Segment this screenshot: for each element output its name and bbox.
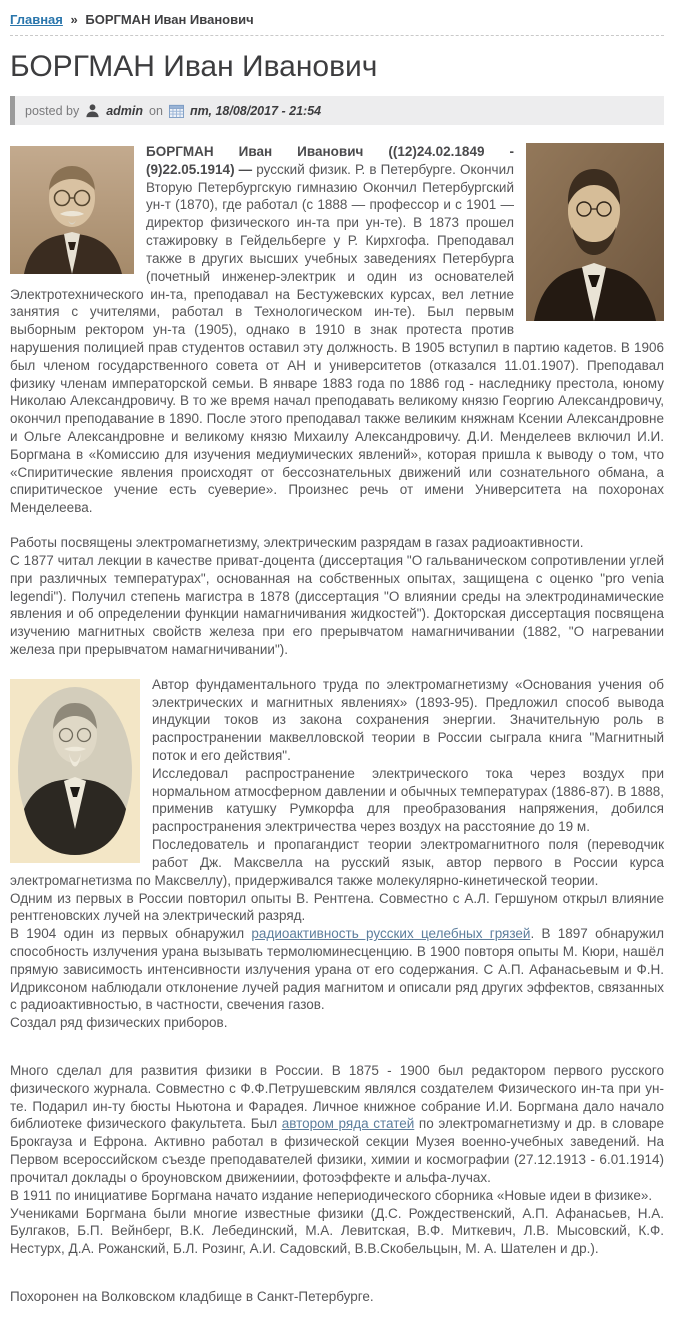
text-run: . В 1897 обнаружил способность излучения урана вызывать термолюминесценцию. В 1900 повторя опыты М. Кюри, нашёл прямую зависимость интенсивности излучения урана от его содержания. С А.П. Афанасьевым и Ф.Н. Идриксоном наблюдали отклонение лучей радия магнитом и описали ряд других эффектов, связанных с радиоактивностью, в частности, свечения газов.	[10, 926, 665, 1013]
text-run: В 1904 один из первых обнаружил	[10, 926, 252, 942]
text-run: Похоронен на Волковском кладбище в Санкт-Петербурге.	[10, 1288, 374, 1304]
post-date: пт, 18/08/2017 - 21:54	[189, 103, 322, 118]
breadcrumb-home-link[interactable]: Главная	[10, 12, 63, 27]
text-run: Много сделал для развития физики в России. В 1875 - 1900 был редактором первого русского физического журнала. Совместно с Ф.Ф.Петрушевским являлся создателем Физического ин-та при ун-те. Подарил ин-ту бюсты Ньютона и Фарадея. Личное книжное собрание И.И. Боргмана дало начало библиотеке физического факультета. Был	[10, 1063, 664, 1132]
bold-text: БОРГМАН Иван Иванович ((12)24.02.1849 - (9)22.05.1914) —	[146, 144, 514, 177]
text-run: Учениками Боргмана были многие известные физики (Д.С. Рождественский, А.П. Афанасьев, Н.А. Булгаков, Б.П. Вейнберг, В.К. Лебединский, М.А. Левитская, В.Ф. Миткевич, Л.В. Мысовский, К.Ф. Нестурх, Д.А. Рожанский, Б.Л. Розинг, А.И. Садовский, В.В.Скобельцын, М. А. Шателен и др.).	[10, 1205, 664, 1257]
on-label: on	[149, 103, 163, 118]
page-title: БОРГМАН Иван Иванович	[10, 50, 378, 83]
byline	[10, 96, 664, 125]
article-paragraph	[10, 534, 664, 659]
paragraph-text	[10, 1063, 664, 1256]
text-run: Работы посвящены электромагнетизму, электрическим разрядам в газах радиоактивности.	[10, 535, 584, 551]
article-paragraph	[10, 1288, 664, 1306]
text-run: В 1911 по инициативе Боргмана начато издание непериодического сборника «Новые идеи в физике».	[10, 1187, 653, 1203]
link-radioactive-healing-mud[interactable]: радиоактивность русских целебных грязей	[251, 926, 531, 942]
portrait-borgman-oval	[10, 679, 140, 863]
posted-by-label: posted by	[25, 103, 80, 118]
breadcrumb-current: БОРГМАН Иван Иванович	[85, 12, 254, 27]
text-run: Автор фундаментального труда по электромагнетизму «Основания учения об электрических и магнитных явлениях» (1893-95). Предложил способ вывода индукции токов из закона сохранения энергии. Значительную роль в распространении маквелловской теории в России сыграла книга "Магнитный поток и его действия".	[152, 676, 664, 763]
user-icon	[85, 103, 100, 118]
paragraph-text	[10, 1289, 374, 1304]
breadcrumb-separator: »	[70, 12, 78, 27]
article-body	[10, 143, 664, 1306]
dashed-divider	[10, 35, 664, 36]
text-run: Последователь и пропагандист теории электромагнитного поля (переводчик работ Дж. Максвелла на русский язык, автор первого в России курса электромагнетизма по Максвеллу), придерживался также молекулярно-кинетической теории.	[10, 837, 664, 888]
text-run: Одним из первых в России повторил опыты В. Рентгена. Совместно с А.Л. Гершуном открыл влияние рентгеновских лучей на электрический разряд.	[10, 890, 664, 924]
author-name: admin	[106, 103, 144, 118]
text-run: Исследовал распространение электрического тока через воздух при нормальном атмосферном давлении и обычных температурах (1886-87). В 1888, применив катушку Румкорфа для преобразования напряжения, добился распространения электричества через воздух на расстояние до 19 м.	[152, 765, 664, 835]
article-paragraph	[10, 1062, 664, 1258]
paragraph-text	[10, 535, 664, 657]
portrait-borgman-young-sepia	[526, 143, 664, 321]
text-run: по электромагнетизму и др. в словаре Брокгауза и Ефрона. Активно работал в физической секции Музея военно-учебных заведений. На Первом всероссийском съезде преподавателей физики, химии и космографии (27.12.1913 - 6.01.1914) прочитал доклады о броуновском движениии, фотоэффекте и альфа-лучах.	[10, 1116, 664, 1185]
portrait-borgman-elderly-sepia	[10, 146, 134, 274]
text-run: русский физик. Р. в Петербурге. Окончил Вторую Петербургскую гимназию Окончил Петербургский ун-т (1870), где работал (с 1888 — профессор и с 1901 — директор физического ин-та при ун-те). В 1873 прошел стажировку в Гейдельберге у Р. Кирхгофа. Преподавал также в других высших учебных заведениях Петербурга (почетный инженер-электрик и один из основателей Электротехнического ин-та, преподавал на Бестужевских курсах, вел летние занятия с учителями, работал в Технологическом ин-те). Был первым выборным ректором ун-та (1905), однако в 1910 в знак протеста против нарушения полицией прав студентов оставил эту должность. В 1905 вступил в партию кадетов. В 1906 был членом государственного совета от АН и университетов (отказался 11.01.1907). Преподавал физику членам императорской семьи. В январе 1883 года по 1886 год - наследнику престола, юному Николаю Александровичу. В то же время начал преподавать великому князю Георгию Александровичу, окончил преподавание в 1890. После этого преподавал также великим княжнам Ксении Александровне и Ольге Александровне и великому князю Михаилу Александровичу. Д.И. Менделеев включил И.И. Боргмана в «Комиссию для изучения медиумических явлений», которая пришла к выводу о том, что «Спиритические явления происходят от бессознательных движений или сознательного обмана, а спиритическое учение есть суеверие». Произнес речь от имени Университета на похоронах Менделеева.	[10, 161, 664, 516]
link-author-of-articles[interactable]: автором ряда статей	[281, 1116, 415, 1132]
calendar-icon	[169, 104, 184, 118]
text-run: Создал ряд физических приборов.	[10, 1015, 228, 1031]
article-paragraph	[10, 676, 664, 1032]
article-paragraph	[10, 143, 664, 517]
text-run: С 1877 читал лекции в качестве приват-доцента (диссертация "О гальваническом сопротивлении углей при различных температурах", основанная на собственных опытах, защищена с оценко "pro venia legendi"). Получил степень магистра в 1878 (диссертация "О влиянии среды на электродинамические явления и об определении функции намагничивания жидкостей"). Докторская диссертация посвящена изучению магнитных свойств железа при его прерывчатом намагничивании (1882, "О нагревании железа при прерывчатом намагничивании").	[10, 552, 664, 657]
breadcrumb	[10, 12, 664, 27]
